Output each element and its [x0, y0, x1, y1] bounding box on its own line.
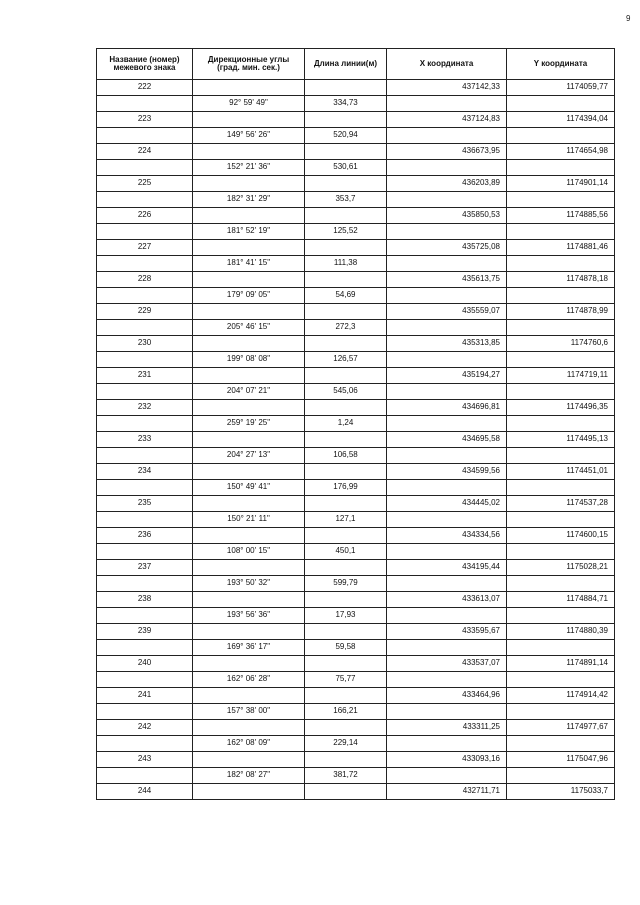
y-coordinate: 1174760,6 — [507, 336, 615, 352]
table-row — [97, 752, 615, 768]
line-length: 176,99 — [305, 480, 387, 496]
x-coordinate: 433311,25 — [387, 720, 507, 736]
empty-cell — [193, 656, 305, 672]
table-row — [97, 192, 615, 208]
direction-angle: 150° 21' 11" — [193, 512, 305, 528]
y-coordinate: 1174451,01 — [507, 464, 615, 480]
x-coordinate: 433613,07 — [387, 592, 507, 608]
y-coordinate: 1174901,14 — [507, 176, 615, 192]
point-name: 243 — [97, 752, 193, 768]
y-coordinate: 1175033,7 — [507, 784, 615, 800]
point-name: 239 — [97, 624, 193, 640]
empty-cell — [387, 288, 507, 304]
point-name: 241 — [97, 688, 193, 704]
line-length: 125,52 — [305, 224, 387, 240]
direction-angle: 152° 21' 36" — [193, 160, 305, 176]
empty-cell — [507, 96, 615, 112]
empty-cell — [507, 192, 615, 208]
line-length: 59,58 — [305, 640, 387, 656]
point-name: 232 — [97, 400, 193, 416]
table-row — [97, 336, 615, 352]
table-row — [97, 544, 615, 560]
table-row — [97, 496, 615, 512]
empty-cell — [193, 272, 305, 288]
empty-cell — [507, 480, 615, 496]
empty-cell — [193, 336, 305, 352]
empty-cell — [305, 400, 387, 416]
empty-cell — [507, 320, 615, 336]
empty-cell — [193, 80, 305, 96]
y-coordinate: 1174495,13 — [507, 432, 615, 448]
page-number: 9 — [626, 14, 631, 23]
table-row — [97, 288, 615, 304]
y-coordinate: 1174059,77 — [507, 80, 615, 96]
line-length: 127,1 — [305, 512, 387, 528]
table-row — [97, 80, 615, 96]
table-row — [97, 224, 615, 240]
table-row — [97, 368, 615, 384]
x-coordinate: 436203,89 — [387, 176, 507, 192]
point-name: 240 — [97, 656, 193, 672]
table-row — [97, 112, 615, 128]
empty-cell — [193, 464, 305, 480]
x-coordinate: 435725,08 — [387, 240, 507, 256]
empty-cell — [97, 352, 193, 368]
point-name: 226 — [97, 208, 193, 224]
line-length: 229,14 — [305, 736, 387, 752]
table-row — [97, 720, 615, 736]
empty-cell — [387, 544, 507, 560]
empty-cell — [97, 96, 193, 112]
direction-angle: 108° 00' 15" — [193, 544, 305, 560]
x-coordinate: 433537,07 — [387, 656, 507, 672]
x-coordinate: 435313,85 — [387, 336, 507, 352]
empty-cell — [387, 320, 507, 336]
table-row — [97, 528, 615, 544]
empty-cell — [305, 464, 387, 480]
line-length: 75,77 — [305, 672, 387, 688]
empty-cell — [305, 80, 387, 96]
x-coordinate: 434445,02 — [387, 496, 507, 512]
empty-cell — [193, 688, 305, 704]
empty-cell — [507, 608, 615, 624]
direction-angle: 204° 07' 21" — [193, 384, 305, 400]
table-row — [97, 480, 615, 496]
empty-cell — [507, 224, 615, 240]
empty-cell — [387, 640, 507, 656]
direction-angle: 169° 36' 17" — [193, 640, 305, 656]
empty-cell — [507, 512, 615, 528]
empty-cell — [387, 128, 507, 144]
empty-cell — [193, 400, 305, 416]
table-row — [97, 624, 615, 640]
empty-cell — [193, 368, 305, 384]
empty-cell — [305, 528, 387, 544]
empty-cell — [97, 224, 193, 240]
line-length: 1,24 — [305, 416, 387, 432]
table-row — [97, 320, 615, 336]
empty-cell — [507, 160, 615, 176]
y-coordinate: 1174496,35 — [507, 400, 615, 416]
point-name: 233 — [97, 432, 193, 448]
table-row — [97, 432, 615, 448]
x-coordinate: 434195,44 — [387, 560, 507, 576]
table-row — [97, 160, 615, 176]
line-length: 353,7 — [305, 192, 387, 208]
empty-cell — [507, 256, 615, 272]
x-coordinate: 437124,83 — [387, 112, 507, 128]
x-coordinate: 437142,33 — [387, 80, 507, 96]
point-name: 225 — [97, 176, 193, 192]
table-row — [97, 176, 615, 192]
x-coordinate: 434695,58 — [387, 432, 507, 448]
empty-cell — [507, 128, 615, 144]
table-row — [97, 384, 615, 400]
empty-cell — [97, 512, 193, 528]
empty-cell — [387, 224, 507, 240]
empty-cell — [97, 640, 193, 656]
empty-cell — [387, 768, 507, 784]
line-length: 272,3 — [305, 320, 387, 336]
header-y: Y координата — [507, 49, 615, 80]
x-coordinate: 435559,07 — [387, 304, 507, 320]
empty-cell — [507, 704, 615, 720]
empty-cell — [387, 608, 507, 624]
table-row — [97, 560, 615, 576]
empty-cell — [193, 112, 305, 128]
empty-cell — [387, 384, 507, 400]
table-body — [97, 80, 615, 800]
y-coordinate: 1174878,99 — [507, 304, 615, 320]
point-name: 234 — [97, 464, 193, 480]
empty-cell — [305, 112, 387, 128]
header-x: X координата — [387, 49, 507, 80]
empty-cell — [387, 576, 507, 592]
empty-cell — [387, 96, 507, 112]
table-row — [97, 352, 615, 368]
y-coordinate: 1174878,18 — [507, 272, 615, 288]
empty-cell — [193, 240, 305, 256]
point-name: 242 — [97, 720, 193, 736]
line-length: 111,38 — [305, 256, 387, 272]
empty-cell — [387, 672, 507, 688]
direction-angle: 157° 38' 00" — [193, 704, 305, 720]
empty-cell — [193, 592, 305, 608]
table-row — [97, 768, 615, 784]
table-row — [97, 736, 615, 752]
table-row — [97, 784, 615, 800]
empty-cell — [387, 736, 507, 752]
x-coordinate: 433595,67 — [387, 624, 507, 640]
empty-cell — [387, 480, 507, 496]
empty-cell — [97, 608, 193, 624]
empty-cell — [387, 160, 507, 176]
y-coordinate: 1174977,67 — [507, 720, 615, 736]
table-row — [97, 592, 615, 608]
direction-angle: 181° 52' 19" — [193, 224, 305, 240]
line-length: 545,06 — [305, 384, 387, 400]
empty-cell — [97, 320, 193, 336]
direction-angle: 204° 27' 13" — [193, 448, 305, 464]
table-row — [97, 608, 615, 624]
empty-cell — [305, 240, 387, 256]
line-length: 450,1 — [305, 544, 387, 560]
y-coordinate: 1174884,71 — [507, 592, 615, 608]
table-row — [97, 304, 615, 320]
empty-cell — [305, 336, 387, 352]
empty-cell — [507, 672, 615, 688]
empty-cell — [305, 688, 387, 704]
empty-cell — [507, 544, 615, 560]
table-row — [97, 256, 615, 272]
table-row — [97, 688, 615, 704]
empty-cell — [97, 256, 193, 272]
y-coordinate: 1174880,39 — [507, 624, 615, 640]
empty-cell — [387, 704, 507, 720]
empty-cell — [97, 192, 193, 208]
table-row — [97, 272, 615, 288]
table-row — [97, 576, 615, 592]
table-row — [97, 448, 615, 464]
empty-cell — [193, 432, 305, 448]
line-length: 17,93 — [305, 608, 387, 624]
table-row — [97, 400, 615, 416]
x-coordinate: 434334,56 — [387, 528, 507, 544]
point-name: 228 — [97, 272, 193, 288]
empty-cell — [305, 560, 387, 576]
empty-cell — [305, 720, 387, 736]
line-length: 166,21 — [305, 704, 387, 720]
empty-cell — [305, 304, 387, 320]
direction-angle: 162° 06' 28" — [193, 672, 305, 688]
boundary-coordinates-table — [96, 48, 615, 800]
direction-angle: 182° 31' 29" — [193, 192, 305, 208]
line-length: 334,73 — [305, 96, 387, 112]
direction-angle: 92° 59' 49" — [193, 96, 305, 112]
empty-cell — [97, 672, 193, 688]
empty-cell — [193, 784, 305, 800]
table-row — [97, 464, 615, 480]
empty-cell — [97, 288, 193, 304]
table-row — [97, 656, 615, 672]
empty-cell — [507, 288, 615, 304]
empty-cell — [193, 496, 305, 512]
empty-cell — [507, 640, 615, 656]
line-length: 599,79 — [305, 576, 387, 592]
point-name: 238 — [97, 592, 193, 608]
empty-cell — [387, 448, 507, 464]
x-coordinate: 435194,27 — [387, 368, 507, 384]
empty-cell — [305, 624, 387, 640]
empty-cell — [507, 448, 615, 464]
direction-angle: 182° 08' 27" — [193, 768, 305, 784]
table-row — [97, 128, 615, 144]
y-coordinate: 1174885,56 — [507, 208, 615, 224]
empty-cell — [193, 560, 305, 576]
table-header-row — [97, 49, 615, 80]
x-coordinate: 435613,75 — [387, 272, 507, 288]
empty-cell — [507, 416, 615, 432]
line-length: 520,94 — [305, 128, 387, 144]
y-coordinate: 1174537,28 — [507, 496, 615, 512]
x-coordinate: 434599,56 — [387, 464, 507, 480]
y-coordinate: 1174891,14 — [507, 656, 615, 672]
empty-cell — [97, 416, 193, 432]
direction-angle: 205° 46' 15" — [193, 320, 305, 336]
empty-cell — [193, 624, 305, 640]
point-name: 222 — [97, 80, 193, 96]
table-row — [97, 640, 615, 656]
table-row — [97, 512, 615, 528]
point-name: 235 — [97, 496, 193, 512]
header-length: Длина линии(м) — [305, 49, 387, 80]
point-name: 224 — [97, 144, 193, 160]
header-angle: Дирекционные углы (град. мин. сек.) — [193, 49, 305, 80]
empty-cell — [507, 768, 615, 784]
empty-cell — [305, 752, 387, 768]
empty-cell — [507, 384, 615, 400]
empty-cell — [193, 208, 305, 224]
y-coordinate: 1175028,21 — [507, 560, 615, 576]
empty-cell — [97, 160, 193, 176]
direction-angle: 259° 19' 25" — [193, 416, 305, 432]
y-coordinate: 1174654,98 — [507, 144, 615, 160]
y-coordinate: 1174394,04 — [507, 112, 615, 128]
table-row — [97, 96, 615, 112]
empty-cell — [507, 352, 615, 368]
empty-cell — [193, 304, 305, 320]
x-coordinate: 433464,96 — [387, 688, 507, 704]
empty-cell — [387, 192, 507, 208]
empty-cell — [305, 368, 387, 384]
empty-cell — [97, 128, 193, 144]
empty-cell — [193, 720, 305, 736]
empty-cell — [97, 576, 193, 592]
empty-cell — [305, 432, 387, 448]
point-name: 230 — [97, 336, 193, 352]
direction-angle: 193° 50' 32" — [193, 576, 305, 592]
empty-cell — [387, 512, 507, 528]
y-coordinate: 1175047,96 — [507, 752, 615, 768]
empty-cell — [507, 576, 615, 592]
table-row — [97, 416, 615, 432]
x-coordinate: 436673,95 — [387, 144, 507, 160]
empty-cell — [305, 176, 387, 192]
empty-cell — [193, 144, 305, 160]
empty-cell — [193, 528, 305, 544]
point-name: 223 — [97, 112, 193, 128]
line-length: 54,69 — [305, 288, 387, 304]
direction-angle: 199° 08' 08" — [193, 352, 305, 368]
y-coordinate: 1174600,15 — [507, 528, 615, 544]
empty-cell — [305, 784, 387, 800]
x-coordinate: 433093,16 — [387, 752, 507, 768]
point-name: 244 — [97, 784, 193, 800]
header-name: Название (номер) межевого знака — [97, 49, 193, 80]
y-coordinate: 1174881,46 — [507, 240, 615, 256]
empty-cell — [97, 384, 193, 400]
empty-cell — [193, 752, 305, 768]
y-coordinate: 1174719,11 — [507, 368, 615, 384]
y-coordinate: 1174914,42 — [507, 688, 615, 704]
empty-cell — [387, 352, 507, 368]
empty-cell — [193, 176, 305, 192]
point-name: 237 — [97, 560, 193, 576]
empty-cell — [305, 592, 387, 608]
table-row — [97, 144, 615, 160]
direction-angle: 150° 49' 41" — [193, 480, 305, 496]
line-length: 106,58 — [305, 448, 387, 464]
x-coordinate: 435850,53 — [387, 208, 507, 224]
empty-cell — [305, 144, 387, 160]
empty-cell — [305, 496, 387, 512]
empty-cell — [305, 656, 387, 672]
direction-angle: 162° 08' 09" — [193, 736, 305, 752]
x-coordinate: 434696,81 — [387, 400, 507, 416]
point-name: 227 — [97, 240, 193, 256]
empty-cell — [97, 704, 193, 720]
empty-cell — [507, 736, 615, 752]
direction-angle: 179° 09' 05" — [193, 288, 305, 304]
line-length: 381,72 — [305, 768, 387, 784]
point-name: 236 — [97, 528, 193, 544]
line-length: 126,57 — [305, 352, 387, 368]
empty-cell — [97, 544, 193, 560]
empty-cell — [387, 256, 507, 272]
empty-cell — [305, 208, 387, 224]
empty-cell — [387, 416, 507, 432]
direction-angle: 181° 41' 15" — [193, 256, 305, 272]
direction-angle: 193° 56' 36" — [193, 608, 305, 624]
table-row — [97, 240, 615, 256]
empty-cell — [97, 736, 193, 752]
direction-angle: 149° 56' 26" — [193, 128, 305, 144]
empty-cell — [97, 448, 193, 464]
empty-cell — [97, 768, 193, 784]
empty-cell — [305, 272, 387, 288]
line-length: 530,61 — [305, 160, 387, 176]
point-name: 229 — [97, 304, 193, 320]
table-row — [97, 208, 615, 224]
empty-cell — [97, 480, 193, 496]
point-name: 231 — [97, 368, 193, 384]
x-coordinate: 432711,71 — [387, 784, 507, 800]
table-row — [97, 704, 615, 720]
table-row — [97, 672, 615, 688]
